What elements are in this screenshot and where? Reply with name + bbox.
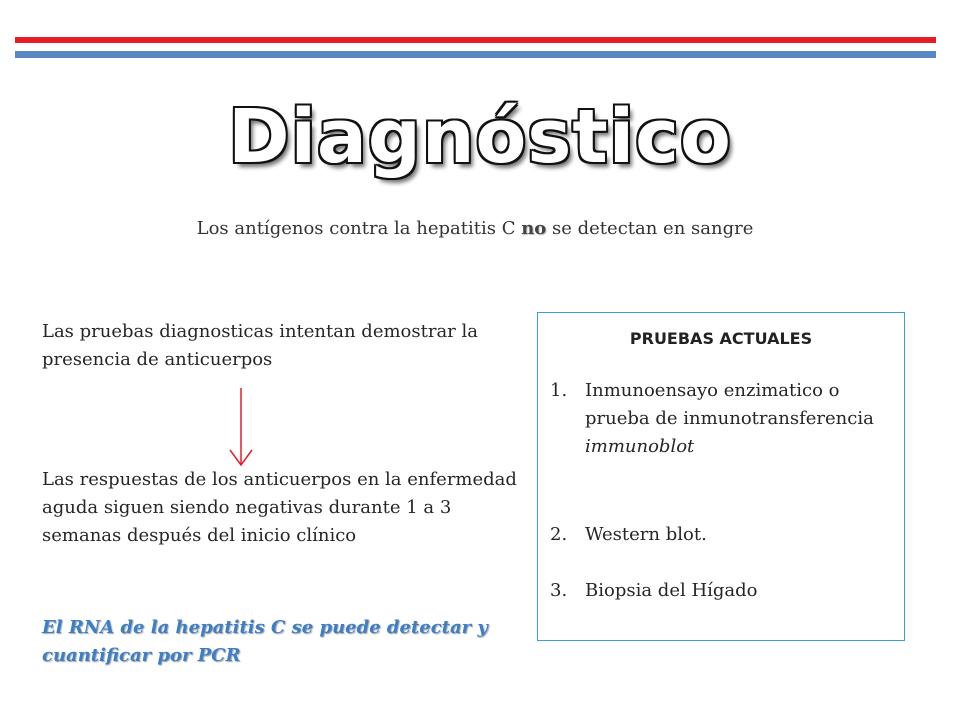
current-tests-box [537, 312, 905, 641]
top-blue-bar [15, 51, 936, 58]
list-number: 2. [550, 524, 568, 545]
subtitle-emphasis: no [521, 218, 547, 239]
paragraph-acute-response: Las respuestas de los anticuerpos en la enfermedad aguda siguen siendo negativas durante 1 a 3 semanas después del inicio clínico [42, 469, 517, 546]
list-item [550, 577, 890, 605]
paragraph-pcr-highlight: El RNA de la hepatitis C se puede detectar y cuantificar por PCR [42, 617, 488, 666]
list-number: 3. [550, 580, 568, 601]
box-title: PRUEBAS ACTUALES [629, 329, 813, 348]
list-text: Biopsia del Hígado [585, 580, 758, 601]
list-text-main: Inmunoensayo enzimatico o prueba de inmunotransferencia [585, 380, 874, 429]
slide-title: Diagnóstico [228, 94, 732, 180]
arrow-down-icon [228, 388, 254, 468]
subtitle-before: Los antígenos contra la hepatitis C [196, 218, 522, 239]
list-text [585, 377, 890, 461]
list-text: Western blot. [585, 524, 707, 545]
list-number: 1. [550, 380, 568, 401]
list-item [550, 521, 890, 549]
slide-subtitle [170, 215, 780, 243]
subtitle-after: se detectan en sangre [546, 218, 754, 239]
top-red-bar [15, 37, 936, 43]
list-item [550, 377, 890, 461]
list-text-italic: immunoblot [585, 436, 695, 457]
paragraph-antibodies: Las pruebas diagnosticas intentan demostrar la presencia de anticuerpos [42, 321, 478, 370]
